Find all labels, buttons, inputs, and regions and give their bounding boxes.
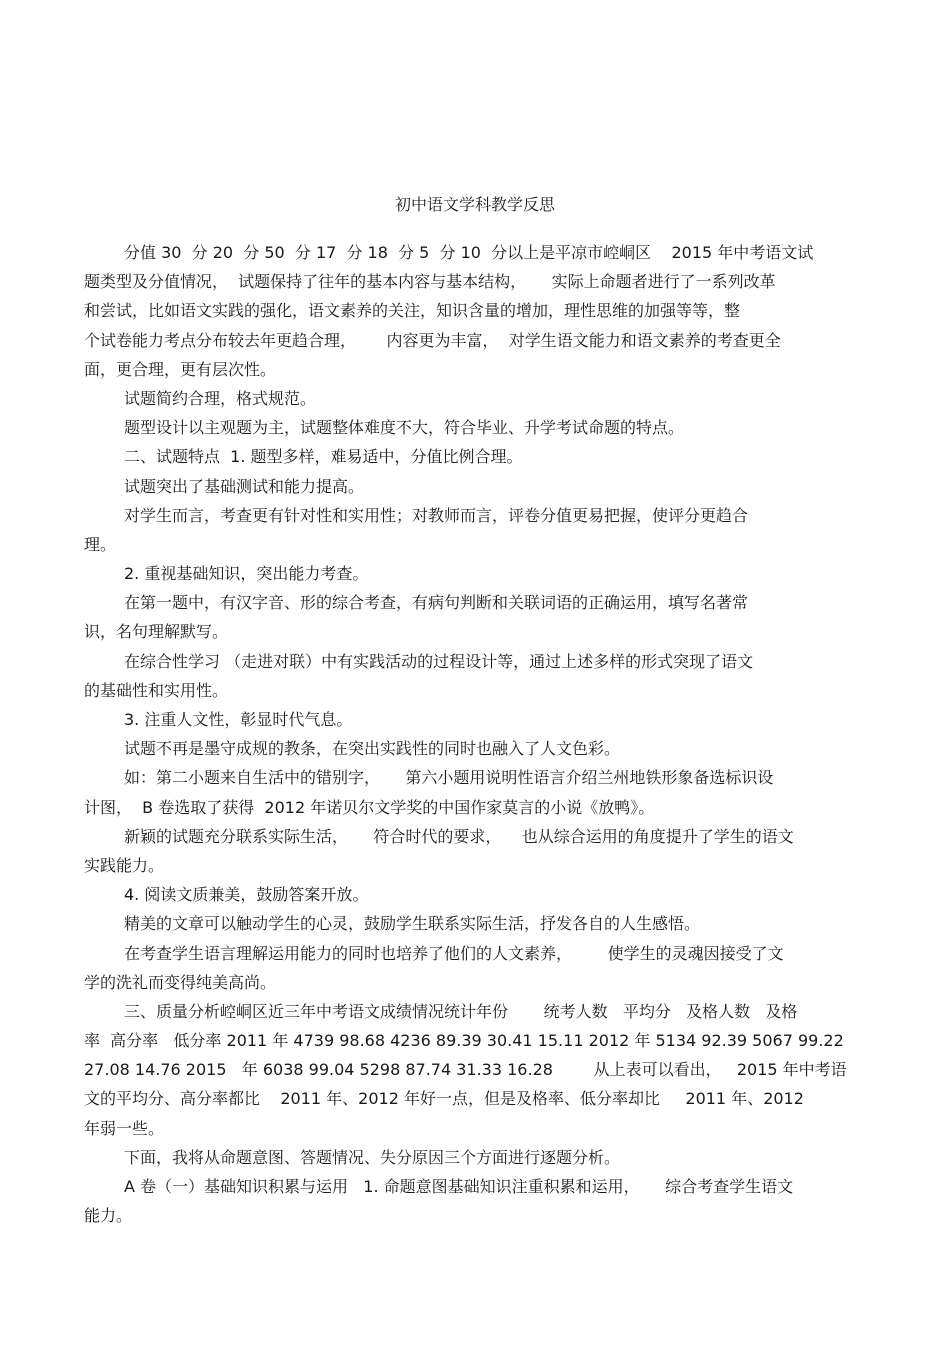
text-line: 下面，我将从命题意图、答题情况、失分原因三个方面进行逐题分析。 xyxy=(124,1147,621,1167)
text-line: 实践能力。 xyxy=(84,855,165,875)
text-line: 对学生而言，考查更有针对性和实用性；对教师而言，评卷分值更易把握，使评分更趋合 xyxy=(124,505,749,525)
text-line: 能力。 xyxy=(84,1206,133,1226)
text-line: 计图， B 卷选取了获得 2012 年诺贝尔文学奖的中国作家莫言的小说《放鸭》。 xyxy=(84,797,655,817)
text-line: 三、质量分析崆峒区近三年中考语文成绩情况统计年份 统考人数 平均分 及格人数 及格 xyxy=(124,1001,798,1021)
text-line: 的基础性和实用性。 xyxy=(84,680,229,700)
text-line: 和尝试，比如语文实践的强化，语文素养的关注，知识含量的增加，理性思维的加强等等，整 xyxy=(84,301,741,321)
text-line: 试题简约合理，格式规范。 xyxy=(124,388,317,408)
text-line: 如：第二小题来自生活中的错别字， 第六小题用说明性语言介绍兰州地铁形象备选标识设 xyxy=(124,768,774,788)
text-line: 题类型及分值情况， 试题保持了往年的基本内容与基本结构， 实际上命题者进行了一系列改革 xyxy=(84,272,776,292)
text-line: 学的洗礼而变得纯美高尚。 xyxy=(84,972,277,992)
text-line: 3. 注重人文性，彰显时代气息。 xyxy=(124,710,353,729)
text-line: 分值 30 分 20 分 50 分 17 分 18 分 5 分 10 分以上是平凉市崆峒区 2015 年中考语文试 xyxy=(124,243,814,262)
text-line: 文的平均分、高分率都比 2011 年、2012 年好一点，但是及格率、低分率却比 2011 年、2012 xyxy=(84,1089,804,1109)
text-line: 题型设计以主观题为主，试题整体难度不大，符合毕业、升学考试命题的特点。 xyxy=(124,418,685,438)
text-line: 4. 阅读文质兼美，鼓励答案开放。 xyxy=(124,885,369,905)
text-line: 在考查学生语言理解运用能力的同时也培养了他们的人文素养， 使学生的灵魂因接受了文 xyxy=(124,943,784,963)
text-line: 精美的文章可以触动学生的心灵，鼓励学生联系实际生活，抒发各自的人生感悟。 xyxy=(124,914,701,934)
text-line: 在第一题中，有汉字音、形的综合考查，有病句判断和关联词语的正确运用，填写名著常 xyxy=(124,593,749,613)
text-line: 新颖的试题充分联系实际生活， 符合时代的要求， 也从综合运用的角度提升了学生的语文 xyxy=(124,826,794,846)
text-line: 年弱一些。 xyxy=(84,1118,165,1138)
document-title: 初中语文学科教学反思 xyxy=(394,195,555,214)
document-body xyxy=(84,238,874,1230)
text-line: 二、试题特点 1. 题型多样，难易适中，分值比例合理。 xyxy=(124,447,523,467)
text-line: 面，更合理，更有层次性。 xyxy=(84,359,277,379)
text-line: 识，名句理解默写。 xyxy=(84,622,229,642)
text-line: 理。 xyxy=(84,534,117,554)
text-line: 试题不再是墨守成规的教条，在突出实践性的同时也融入了人文色彩。 xyxy=(124,739,621,759)
text-line: 个试卷能力考点分布较去年更趋合理， 内容更为丰富， 对学生语文能力和语文素养的考查更全 xyxy=(84,330,781,350)
text-line: 27.08 14.76 2015 年 6038 99.04 5298 87.74 31.33 16.28 从上表可以看出， 2015 年中考语 xyxy=(84,1060,847,1080)
text-line: A 卷（一）基础知识积累与运用 1. 命题意图基础知识注重积累和运用， 综合考查学生语文 xyxy=(124,1177,794,1196)
text-line: 率 高分率 低分率 2011 年 4739 98.68 4236 89.39 30.41 15.11 2012 年 5134 92.39 5067 99.22 xyxy=(84,1031,844,1051)
text-line: 在综合性学习 （走进对联）中有实践活动的过程设计等，通过上述多样的形式突现了语文 xyxy=(124,651,754,671)
text-line: 试题突出了基础测试和能力提高。 xyxy=(124,476,365,496)
text-line: 2. 重视基础知识，突出能力考查。 xyxy=(124,564,369,584)
